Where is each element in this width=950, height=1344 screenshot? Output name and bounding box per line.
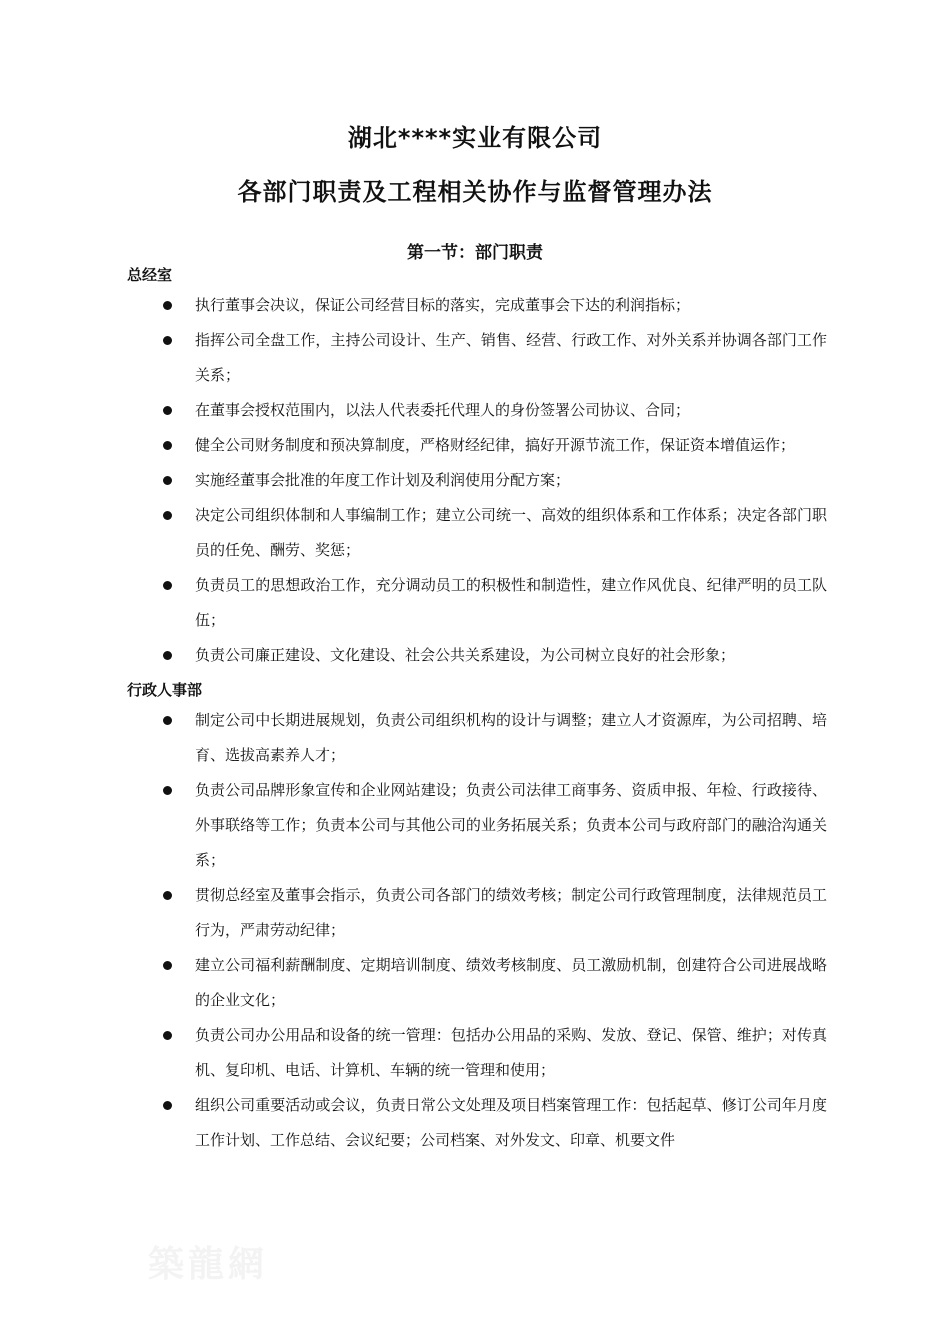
bullet-icon [163, 891, 172, 900]
list-item: 负责公司办公用品和设备的统一管理：包括办公用品的采购、发放、登记、保管、维护；对传真机、复印机、电话、计算机、车辆的统一管理和使用； [127, 1018, 827, 1088]
bullet-icon [163, 961, 172, 970]
department-duties-list [127, 703, 827, 1158]
list-item: 贯彻总经室及董事会指示，负责公司各部门的绩效考核；制定公司行政管理制度，法律规范员工行为，严肃劳动纪律； [127, 878, 827, 948]
bullet-icon [163, 511, 172, 520]
bullet-icon [163, 476, 172, 485]
bullet-icon [163, 406, 172, 415]
section-title: 第一节：部门职责 [407, 243, 543, 263]
bullet-icon [163, 581, 172, 590]
list-item: 负责员工的思想政治工作，充分调动员工的积极性和制造性，建立作风优良、纪律严明的员工队伍； [127, 568, 827, 638]
list-item: 建立公司福利薪酬制度、定期培训制度、绩效考核制度、员工激励机制，创建符合公司进展战略的企业文化； [127, 948, 827, 1018]
bullet-icon [163, 786, 172, 795]
watermark: 築龍網 [148, 1243, 269, 1285]
list-item: 负责公司廉正建设、文化建设、社会公共关系建设，为公司树立良好的社会形象； [127, 638, 827, 673]
bullet-icon [163, 336, 172, 345]
list-item: 制定公司中长期进展规划，负责公司组织机构的设计与调整；建立人才资源库，为公司招聘、培育、选拔高素养人才； [127, 703, 827, 773]
bullet-icon [163, 1101, 172, 1110]
document-company-title: 湖北****实业有限公司 [347, 124, 603, 152]
list-item: 负责公司品牌形象宣传和企业网站建设；负责公司法律工商事务、资质申报、年检、行政接待、外事联络等工作；负责本公司与其他公司的业务拓展关系；负责本公司与政府部门的融洽沟通关系； [127, 773, 827, 878]
list-item: 决定公司组织体制和人事编制工作；建立公司统一、高效的组织体系和工作体系；决定各部门职员的任免、酬劳、奖惩； [127, 498, 827, 568]
list-item: 组织公司重要活动或会议，负责日常公文处理及项目档案管理工作：包括起草、修订公司年月度工作计划、工作总结、会议纪要；公司档案、对外发文、印章、机要文件 [127, 1088, 827, 1158]
bullet-icon [163, 441, 172, 450]
list-item: 执行董事会决议，保证公司经营目标的落实，完成董事会下达的利润指标； [127, 288, 827, 323]
list-item: 健全公司财务制度和预决算制度，严格财经纪律，搞好开源节流工作，保证资本增值运作； [127, 428, 827, 463]
department-duties-list [127, 288, 827, 673]
bullet-icon [163, 651, 172, 660]
bullet-icon [163, 301, 172, 310]
list-item: 指挥公司全盘工作，主持公司设计、生产、销售、经营、行政工作、对外关系并协调各部门工作关系； [127, 323, 827, 393]
department-heading: 行政人事部 [127, 681, 203, 699]
department-heading: 总经室 [127, 266, 173, 284]
document-main-title: 各部门职责及工程相关协作与监督管理办法 [237, 178, 713, 206]
document-body [127, 262, 827, 1158]
bullet-icon [163, 716, 172, 725]
bullet-icon [163, 1031, 172, 1040]
list-item: 在董事会授权范围内，以法人代表委托代理人的身份签署公司协议、合同； [127, 393, 827, 428]
list-item: 实施经董事会批准的年度工作计划及利润使用分配方案； [127, 463, 827, 498]
